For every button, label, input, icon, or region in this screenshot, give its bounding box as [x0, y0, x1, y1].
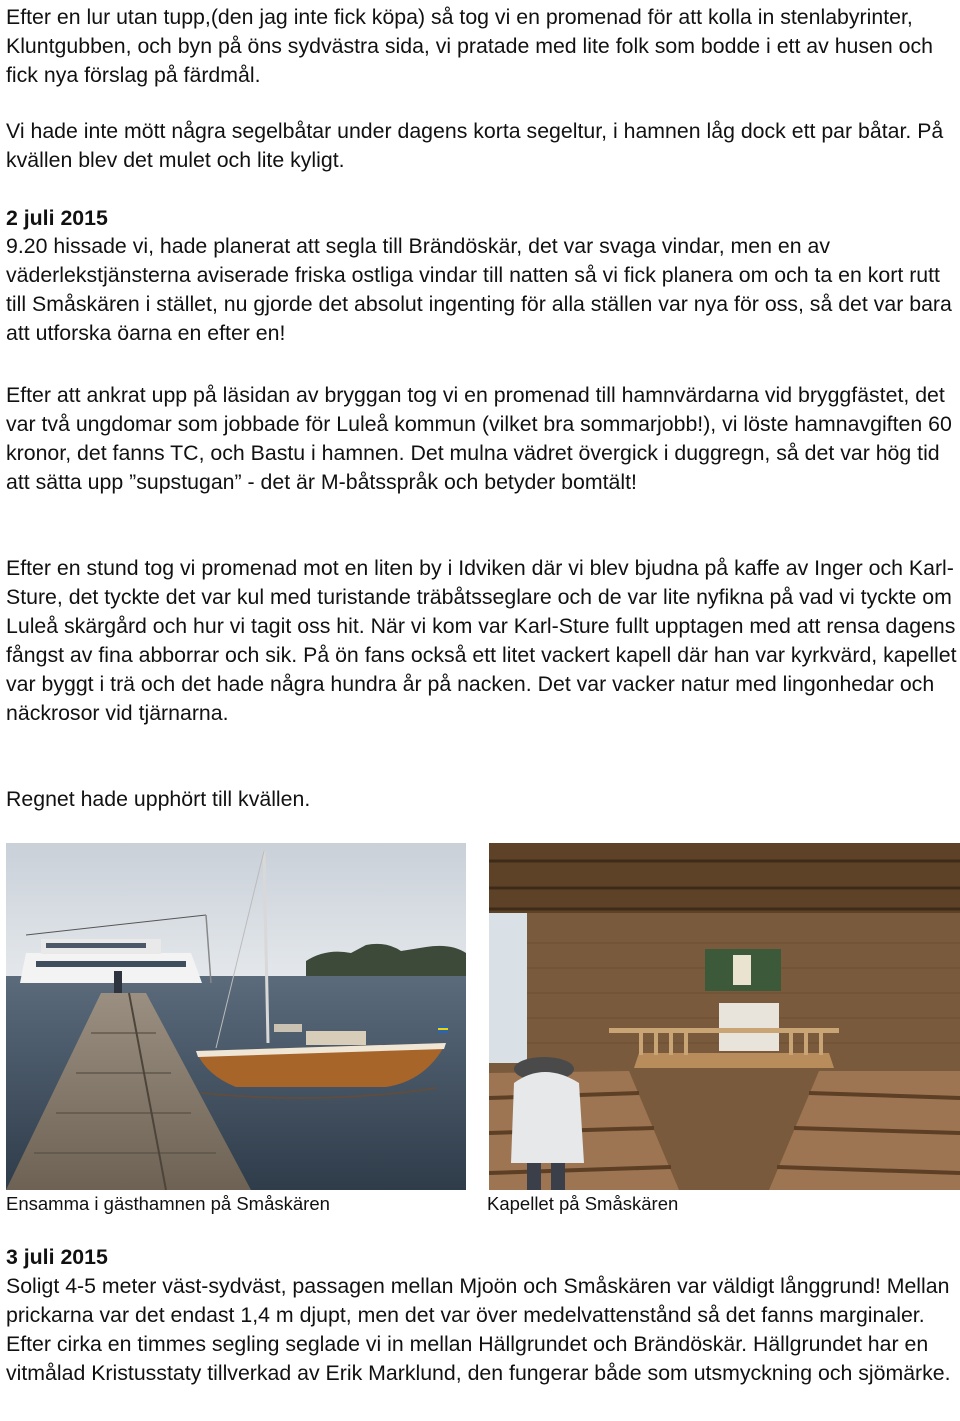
- paragraph-shallow-passage: Soligt 4-5 meter väst-sydväst, passagen mellan Mjoön och Småskären var väldigt långgrund! Mellan prickarna var det endast 1,4 m djupt, men det var över medelvattenstånd så det fanns marginaler. Efter cirka en timmes segling seglade vi in mellan Hällgrundet och Brändöskär. Hällgrundet har en vitmålad Kristusstaty tillverkad av Erik Marklund, den fungerar både som utsmyckning och sjömärke.: [6, 1274, 951, 1385]
- date-heading-2-july: 2 juli 2015: [6, 206, 108, 230]
- paragraph-rain-stopped: Regnet hade upphört till kvällen.: [6, 787, 311, 811]
- photo-guest-harbour: [6, 843, 466, 1190]
- caption-guest-harbour: Ensamma i gästhamnen på Småskären: [6, 1193, 330, 1214]
- paragraph-labyrinth-walk: Efter en lur utan tupp,(den jag inte fick köpa) så tog vi en promenad för att kolla in stenlabyrinter, Kluntgubben, och byn på öns sydvästra sida, vi pratade med lite folk som bodde i ett av husen och fick nya förslag på färdmål.: [6, 5, 933, 87]
- paragraph-harbour-fee: Efter att ankrat upp på läsidan av bryggan tog vi en promenad till hamnvärdarna vid bryggfästet, det var två ungdomar som jobbade för Luleå kommun (vilket bra sommarjobb!), vi löste hamnavgiften 60 kronor, det fanns TC, och Bastu i hamnen. Det mulna vädret övergick i duggregn, så det var hög tid att sätta upp ”supstugan” - det är M-båtsspråk och betyder bomtält!: [6, 383, 952, 494]
- paragraph-no-sailboats: Vi hade inte mött några segelbåtar under dagens korta segeltur, i hamnen låg dock ett par båtar. På kvällen blev det mulet och lite kyligt.: [6, 119, 944, 172]
- paragraph-idviken-visit: Efter en stund tog vi promenad mot en liten by i Idviken där vi blev bjudna på kaffe av Inger och Karl-Sture, det tyckte det var kul med turistande träbåtsseglare och de var lite nyfikna på vad vi tyckte om Luleå skärgård och hur vi tagit oss hit. När vi kom var Karl-Sture fullt upptagen med att rensa dagens fångst av fina abborrar och sik. På ön fans också ett litet vackert kapell där han var kyrkvärd, kapellet var byggt i trä och det hade några hundra år på nacken. Det var vacker natur med lingonhedar och näckrosor vid tjärnarna.: [6, 556, 957, 725]
- caption-chapel: Kapellet på Småskären: [487, 1193, 679, 1214]
- photo-chapel-interior: [489, 843, 960, 1190]
- date-heading-3-july: 3 juli 2015: [6, 1245, 108, 1269]
- paragraph-hoisted-sails: 9.20 hissade vi, hade planerat att segla till Brändöskär, det var svaga vindar, men en av väderlekstjänsterna aviserade friska ostliga vindar till natten så vi fick planera om och ta en kort rutt till Småskären i stället, nu gjorde det absolut ingenting för alla ställen var nya för oss, så det var bara att utforska öarna en efter en!: [6, 234, 952, 345]
